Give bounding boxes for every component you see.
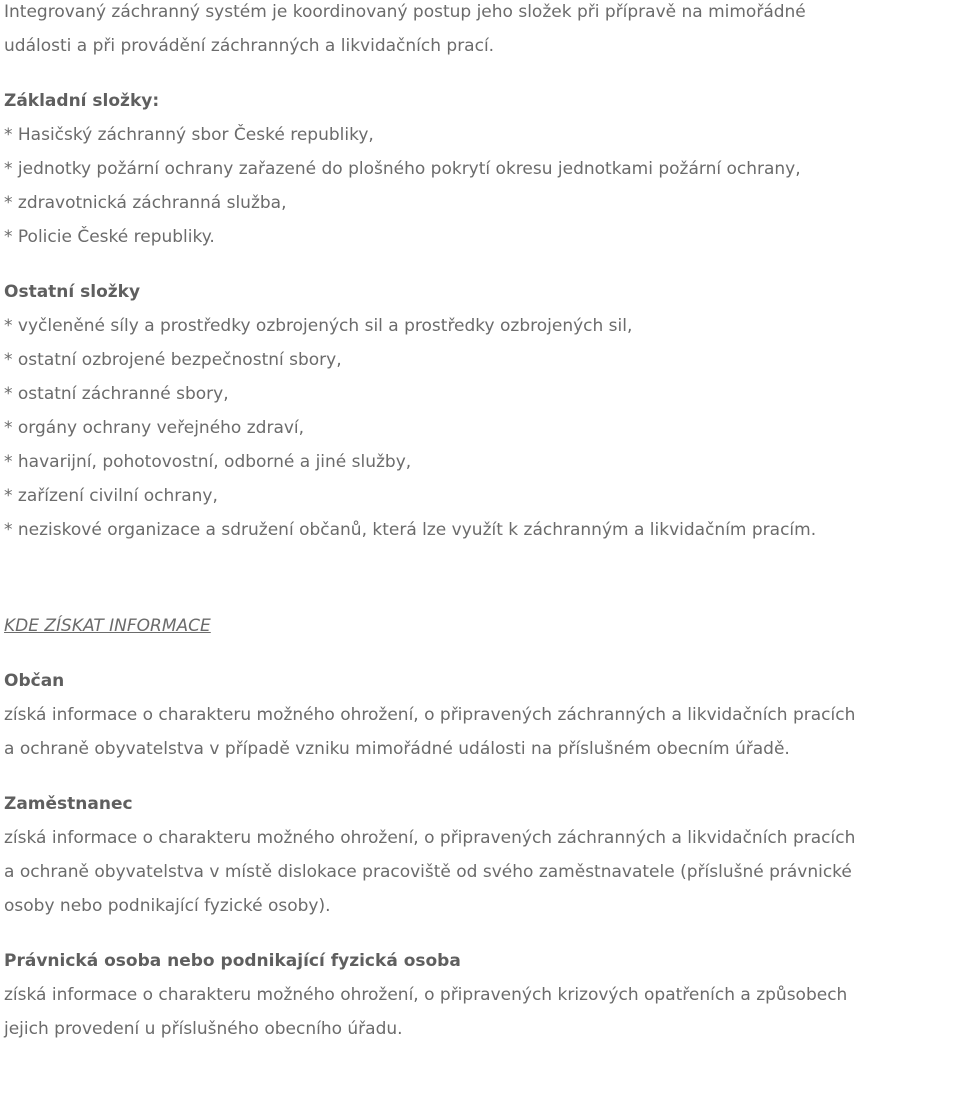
list-item: * Hasičský záchranný sbor České republiky, [4, 125, 374, 145]
legal-entity-text-line: získá informace o charakteru možného ohrožení, o připravených krizových opatřeních a způsobech [4, 985, 848, 1005]
other-components [4, 275, 958, 547]
information-section [4, 609, 958, 1046]
list-item: * vyčleněné síly a prostředky ozbrojených sil a prostředky ozbrojených sil, [4, 316, 633, 336]
basic-components-heading: Základní složky: [4, 91, 160, 111]
intro-paragraph [4, 0, 958, 63]
list-item: * zařízení civilní ochrany, [4, 486, 218, 506]
list-item: * Policie České republiky. [4, 227, 215, 247]
citizen-text-line: a ochraně obyvatelstva v případě vzniku mimořádné události na příslušném obecním úřadě. [4, 739, 790, 759]
other-components-heading: Ostatní složky [4, 282, 141, 302]
basic-components [4, 84, 958, 254]
legal-entity-heading: Právnická osoba nebo podnikající fyzická osoba [4, 951, 461, 971]
employee-text-line: získá informace o charakteru možného ohrožení, o připravených záchranných a likvidačních pracích [4, 828, 856, 848]
citizen-heading: Občan [4, 671, 65, 691]
document [4, 0, 958, 1046]
legal-entity-text-line: jejich provedení u příslušného obecního úřadu. [4, 1019, 403, 1039]
list-item: * ostatní záchranné sbory, [4, 384, 229, 404]
list-item: * havarijní, pohotovostní, odborné a jiné služby, [4, 452, 412, 472]
citizen-text-line: získá informace o charakteru možného ohrožení, o připravených záchranných a likvidačních pracích [4, 705, 856, 725]
list-item: * jednotky požární ochrany zařazené do plošného pokrytí okresu jednotkami požární ochrany, [4, 159, 801, 179]
list-item: * ostatní ozbrojené bezpečnostní sbory, [4, 350, 342, 370]
employee-text-line: osoby nebo podnikající fyzické osoby). [4, 896, 331, 916]
where-to-get-information-link[interactable]: KDE ZÍSKAT INFORMACE [4, 616, 211, 636]
list-item: * zdravotnická záchranná služba, [4, 193, 287, 213]
employee-block [4, 787, 958, 923]
list-item: * neziskové organizace a sdružení občanů, která lze využít k záchranným a likvidačním pracím. [4, 520, 817, 540]
list-item: * orgány ochrany veřejného zdraví, [4, 418, 305, 438]
intro-line: události a při provádění záchranných a likvidačních prací. [4, 36, 495, 56]
citizen-block [4, 664, 958, 766]
employee-text-line: a ochraně obyvatelstva v místě dislokace pracoviště od svého zaměstnavatele (příslušné právnické [4, 862, 852, 882]
intro-line: Integrovaný záchranný systém je koordinovaný postup jeho složek při přípravě na mimořádné [4, 2, 806, 22]
employee-heading: Zaměstnanec [4, 794, 133, 814]
legal-entity-block [4, 944, 958, 1046]
